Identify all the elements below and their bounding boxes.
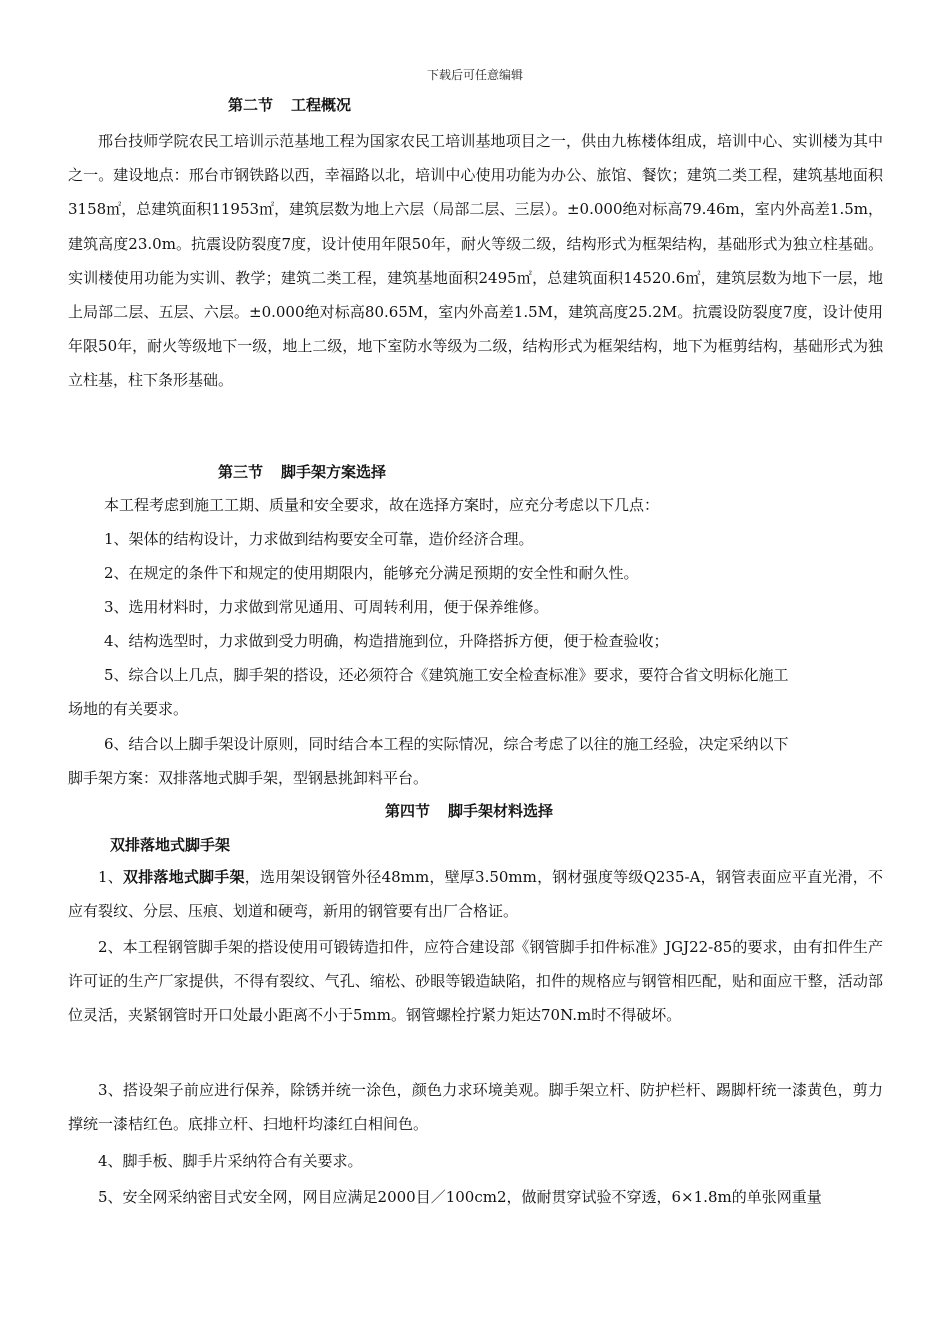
section-3-item-1: 1、架体的结构设计，力求做到结构要安全可靠，造价经济合理。 xyxy=(104,530,534,548)
section-2-number: 第二节 xyxy=(228,96,274,114)
material-paragraph-1-text: ，选用架设钢管外径48mm，壁厚3.50mm，钢材强度等级Q235-A，钢管表面应平直光滑，不应有裂纹、分层、压痕、划道和硬弯，新用的钢管要有出厂合格证。 xyxy=(68,868,883,921)
section-3-intro: 本工程考虑到施工工期、质量和安全要求，故在选择方案时，应充分考虑以下几点： xyxy=(104,496,660,514)
section-3-item-6-line-2: 脚手架方案：双排落地式脚手架，型钢悬挑卸料平台。 xyxy=(68,769,429,787)
section-2-title: 工程概况 xyxy=(291,96,352,114)
section-3-number: 第三节 xyxy=(218,463,264,481)
section-4-number: 第四节 xyxy=(385,802,431,820)
material-paragraph-1-prefix: 1、 xyxy=(98,868,123,886)
page-header-note: 下载后可任意编辑 xyxy=(426,68,523,82)
section-4-heading xyxy=(385,800,553,821)
material-paragraph-3: 3、搭设架子前应进行保养，除锈并统一涂色，颜色力求环境美观。脚手架立杆、防护栏杆、踢脚杆统一漆黄色，剪力撑统一漆桔红色。底排立杆、扫地杆均漆红白相间色。 xyxy=(68,1081,883,1134)
section-3-item-4: 4、结构选型时，力求做到受力明确，构造措施到位，升降搭拆方便，便于检查验收； xyxy=(104,632,669,650)
section-2-heading xyxy=(228,94,351,115)
section-2-body: 邢台技师学院农民工培训示范基地工程为国家农民工培训基地项目之一，供由九栋楼体组成，培训中心、实训楼为其中之一。建设地点：邢台市钢铁路以西，幸福路以北，培训中心使用功能为办公、旅馆、餐饮；建筑二类工程，建筑基地面积3158㎡，总建筑面积11953㎡，建筑层数为地上六层（局部二层、三层）。±0.000绝对标高79.46m，室内外高差1.5m，建筑高度23.0m。抗震设防裂度7度，设计使用年限50年，耐火等级二级，结构形式为框架结构，基础形式为独立柱基础。 实训楼使用功能为实训、教学；建筑二类工程，建筑基地面积2495㎡，总建筑面积14520.6㎡，建筑层数为地下一层，地上局部二层、五层、六层。±0.000绝对标高80.65M，室内外高差1.5M，建筑高度25.2M。抗震设防裂度7度，设计使用年限50年，耐火等级地下一级，地上二级，地下室防水等级为二级，结构形式为框架结构，地下为框剪结构，基础形式为独立柱基，柱下条形基础。 xyxy=(68,132,883,390)
material-paragraph-5: 5、安全网采纳密目式安全网，网目应满足2000目／100cm2，做耐贯穿试验不穿透，6×1.8m的单张网重量 xyxy=(98,1188,822,1206)
section-3-item-5-line-1: 5、综合以上几点，脚手架的搭设，还必须符合《建筑施工安全检查标准》要求，要符合省文明标化施工 xyxy=(104,666,789,684)
section-3-title: 脚手架方案选择 xyxy=(281,463,387,481)
material-paragraph-1-bold: 双排落地式脚手架 xyxy=(122,868,245,886)
material-paragraph-4: 4、脚手板、脚手片采纳符合有关要求。 xyxy=(98,1152,363,1170)
section-3-item-3: 3、选用材料时，力求做到常见通用、可周转利用，便于保养维修。 xyxy=(104,598,549,616)
section-3-item-5-line-2: 场地的有关要求。 xyxy=(68,700,189,718)
section-4-subtitle: 双排落地式脚手架 xyxy=(110,836,231,854)
section-3-item-2: 2、在规定的条件下和规定的使用期限内，能够充分满足预期的安全性和耐久性。 xyxy=(104,564,639,582)
section-3-item-5 xyxy=(68,658,884,726)
section-3-item-6-line-1: 6、结合以上脚手架设计原则，同时结合本工程的实际情况，综合考虑了以往的施工经验，决定采纳以下 xyxy=(104,735,789,753)
section-3-item-6 xyxy=(68,727,884,795)
section-4-title: 脚手架材料选择 xyxy=(448,802,554,820)
material-paragraph-1 xyxy=(68,860,883,928)
material-paragraph-2: 2、本工程钢管脚手架的搭设使用可锻铸造扣件，应符合建设部《钢管脚手扣件标准》JGJ22-85的要求，由有扣件生产许可证的生产厂家提供，不得有裂纹、气孔、缩松、砂眼等锻造缺陷，扣件的规格应与钢管相匹配，贴和面应干整，活动部位灵活，夹紧钢管时开口处最小距离不小于5mm。钢管螺栓拧紧力矩达70N.m时不得破坏。 xyxy=(68,938,883,1025)
section-3-heading xyxy=(218,461,386,482)
